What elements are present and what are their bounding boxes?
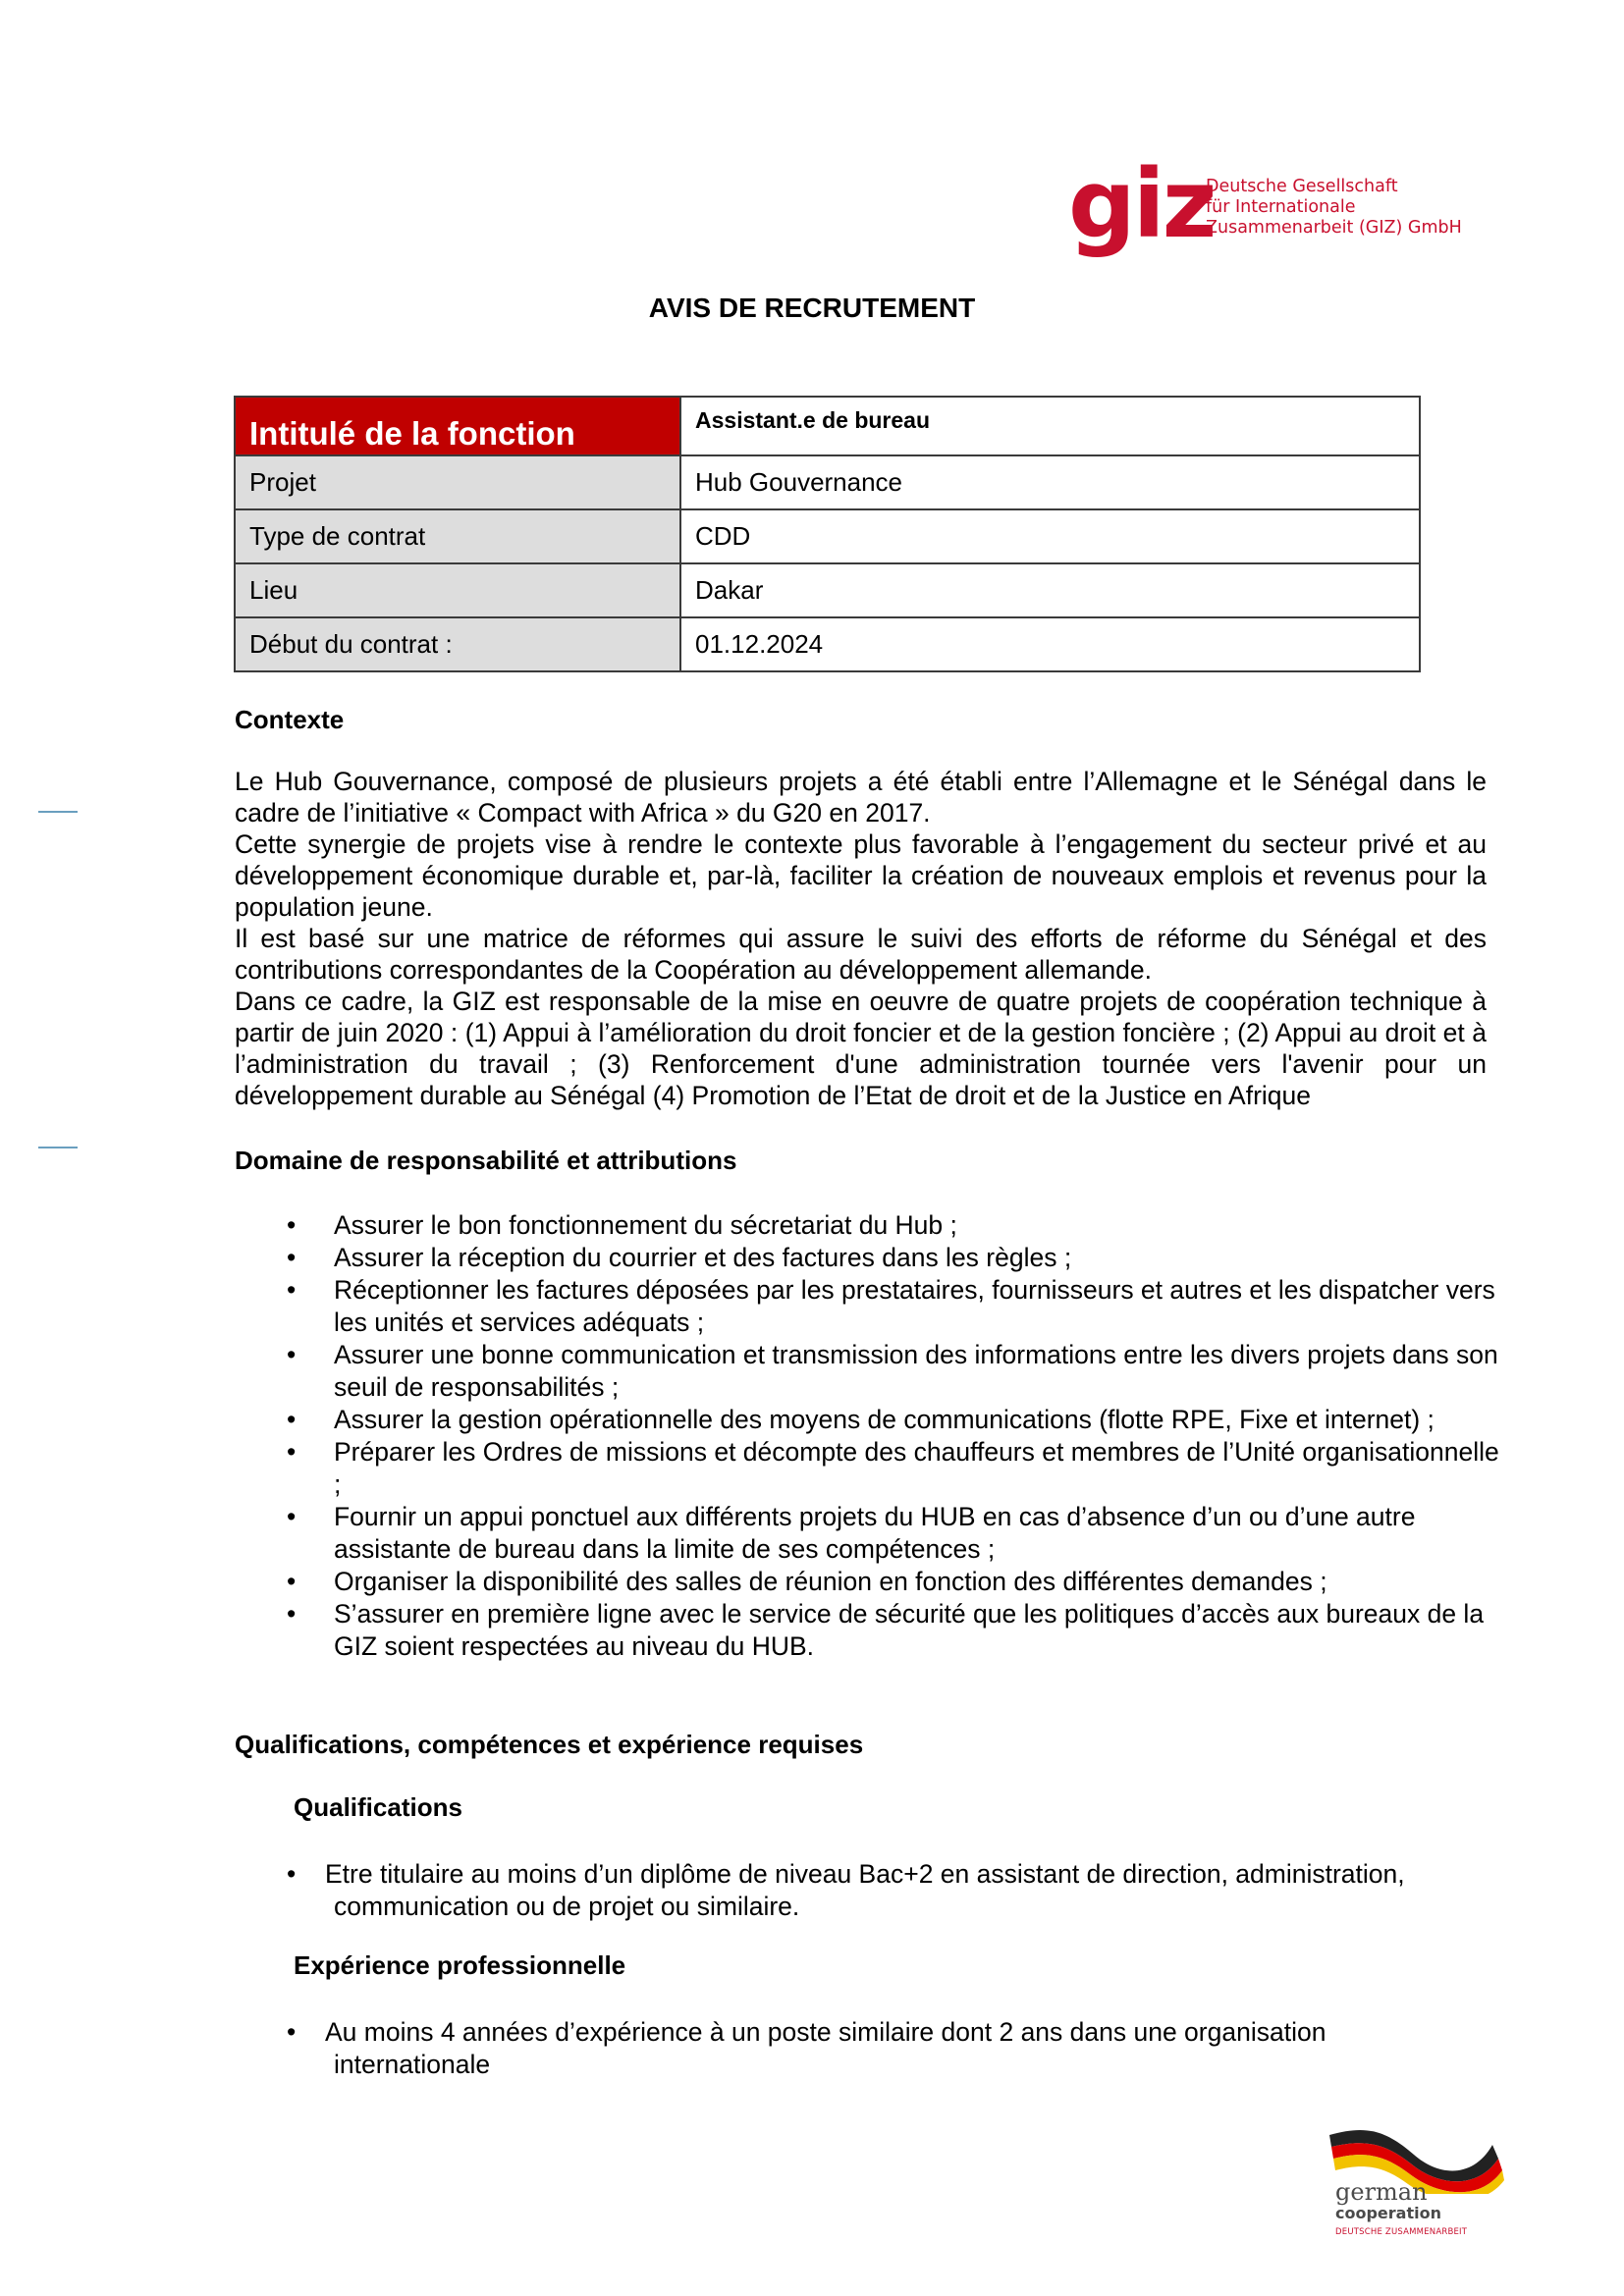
contexte-paragraph: Cette synergie de projets vise à rendre le contexte plus favorable à l’engagement du secteur privé et au développement économique durable et, par-là, faciliter la création de nouveaux emplois et revenus pour la population jeune.	[235, 829, 1487, 922]
row-label-contract-type: Type de contrat	[235, 509, 680, 563]
row-label-location: Lieu	[235, 563, 680, 617]
job-info-table	[234, 396, 1421, 672]
giz-logo	[1068, 149, 1462, 263]
row-value-contract-type: CDD	[680, 509, 1420, 563]
giz-logo-mark: giz	[1068, 149, 1215, 259]
list-item-text: Fournir un appui ponctuel aux différents projets du HUB en cas d’absence d’un ou d’une autre assistante de bureau dans la limite de ses compétences ;	[334, 1502, 1416, 1564]
table-row	[235, 455, 1420, 509]
bullet-icon: •	[287, 1567, 297, 1596]
bullet-icon: •	[287, 1275, 297, 1305]
bullet-icon: •	[287, 1502, 297, 1531]
list-item-text: Assurer une bonne communication et transmission des informations entre les divers projets dans son seuil de responsabilités ;	[334, 1340, 1498, 1402]
table-row	[235, 617, 1420, 671]
german-cooperation-logo	[1326, 2125, 1522, 2243]
list-item-text: S’assurer en première ligne avec le service de sécurité que les politiques d’accès aux bureaux de la GIZ soient respectées au niveau du HUB.	[334, 1599, 1485, 1661]
list-item	[235, 1339, 1501, 1404]
subsection-title-experience: Expérience professionnelle	[294, 1950, 626, 1980]
list-item	[235, 1242, 1501, 1274]
giz-logo-line: Deutsche Gesellschaft	[1206, 177, 1398, 196]
list-item-text: Organiser la disponibilité des salles de réunion en fonction des différentes demandes ;	[334, 1567, 1327, 1596]
table-row-heading	[235, 397, 1420, 455]
row-value-location: Dakar	[680, 563, 1420, 617]
german-cooperation-line2: cooperation	[1335, 2204, 1441, 2222]
list-item	[235, 2016, 1501, 2081]
contexte-paragraph: Dans ce cadre, la GIZ est responsable de la mise en oeuvre de quatre projets de coopération technique à partir de juin 2020 : (1) Appui à l’amélioration du droit foncier et de la gestion foncière ; (2) Appui au droit et à l’administration du travail ; (3) Renforcement d'une administration tournée vers l'avenir pour un développement durable au Sénégal (4) Promotion de l’Etat de droit et de la Justice en Afrique	[235, 987, 1487, 1110]
row-value-start-date: 01.12.2024	[680, 617, 1420, 671]
margin-mark	[38, 1147, 78, 1148]
job-title-value: Assistant.e de bureau	[680, 397, 1420, 455]
list-item	[235, 1598, 1501, 1663]
list-item	[235, 1274, 1501, 1339]
bullet-icon: •	[287, 1599, 297, 1629]
list-item-text: Etre titulaire au moins d’un diplôme de niveau Bac+2 en assistant de direction, administration,	[325, 1859, 1405, 1889]
responsibilities-list	[235, 1209, 1501, 1663]
margin-mark	[38, 811, 78, 813]
list-item-text-continued: internationale	[334, 2050, 491, 2079]
list-item	[235, 1404, 1501, 1436]
qualifications-list	[235, 1858, 1501, 1923]
list-item	[235, 1566, 1501, 1598]
list-item-text-continued: communication ou de projet ou similaire.	[334, 1892, 800, 1921]
list-item	[235, 1858, 1501, 1923]
contexte-body	[235, 766, 1487, 1111]
list-item-text: Assurer le bon fonctionnement du sécretariat du Hub ;	[334, 1210, 957, 1240]
german-cooperation-line3: DEUTSCHE ZUSAMMENARBEIT	[1335, 2227, 1468, 2237]
list-item-text: Assurer la gestion opérationnelle des moyens de communications (flotte RPE, Fixe et internet) ;	[334, 1405, 1435, 1434]
list-item	[235, 1501, 1501, 1566]
list-item	[235, 1209, 1501, 1242]
section-title-qualifications: Qualifications, compétences et expérience requises	[235, 1730, 864, 1759]
bullet-icon: •	[287, 1243, 297, 1272]
german-cooperation-line1: german	[1335, 2178, 1428, 2206]
section-title-contexte: Contexte	[235, 705, 345, 734]
list-item	[235, 1436, 1501, 1501]
bullet-icon: •	[287, 2017, 297, 2047]
contexte-paragraph: Le Hub Gouvernance, composé de plusieurs projets a été établi entre l’Allemagne et le Sénégal dans le cadre de l’initiative « Compact with Africa » du G20 en 2017.	[235, 767, 1487, 828]
row-label-projet: Projet	[235, 455, 680, 509]
bullet-icon: •	[287, 1437, 297, 1467]
list-item-text: Préparer les Ordres de missions et décompte des chauffeurs et membres de l’Unité organisationnelle ;	[334, 1437, 1499, 1499]
experience-list	[235, 2016, 1501, 2081]
list-item-text: Assurer la réception du courrier et des factures dans les règles ;	[334, 1243, 1072, 1272]
table-row	[235, 563, 1420, 617]
bullet-icon: •	[287, 1340, 297, 1369]
document-title: AVIS DE RECRUTEMENT	[648, 293, 976, 323]
list-item-text: Au moins 4 années d’expérience à un poste similaire dont 2 ans dans une organisation	[325, 2017, 1326, 2047]
bullet-icon: •	[287, 1210, 297, 1240]
giz-logo-text	[1206, 177, 1462, 239]
section-title-responsabilites: Domaine de responsabilité et attributions	[235, 1146, 737, 1175]
bullet-icon: •	[287, 1859, 297, 1889]
list-item-text: Réceptionner les factures déposées par les prestataires, fournisseurs et autres et les dispatcher vers les unités et services adéquats ;	[334, 1275, 1495, 1337]
row-value-projet: Hub Gouvernance	[680, 455, 1420, 509]
contexte-paragraph: Il est basé sur une matrice de réformes qui assure le suivi des efforts de réforme du Sénégal et des contributions correspondantes de la Coopération au développement allemande.	[235, 924, 1487, 985]
job-title-label: Intitulé de la fonction	[235, 397, 680, 455]
bullet-icon: •	[287, 1405, 297, 1434]
giz-logo-line: für Internationale	[1206, 197, 1356, 217]
giz-logo-line: Zusammenarbeit (GIZ) GmbH	[1206, 218, 1462, 238]
table-row	[235, 509, 1420, 563]
subsection-title-qualifications: Qualifications	[294, 1792, 462, 1822]
row-label-start-date: Début du contrat :	[235, 617, 680, 671]
